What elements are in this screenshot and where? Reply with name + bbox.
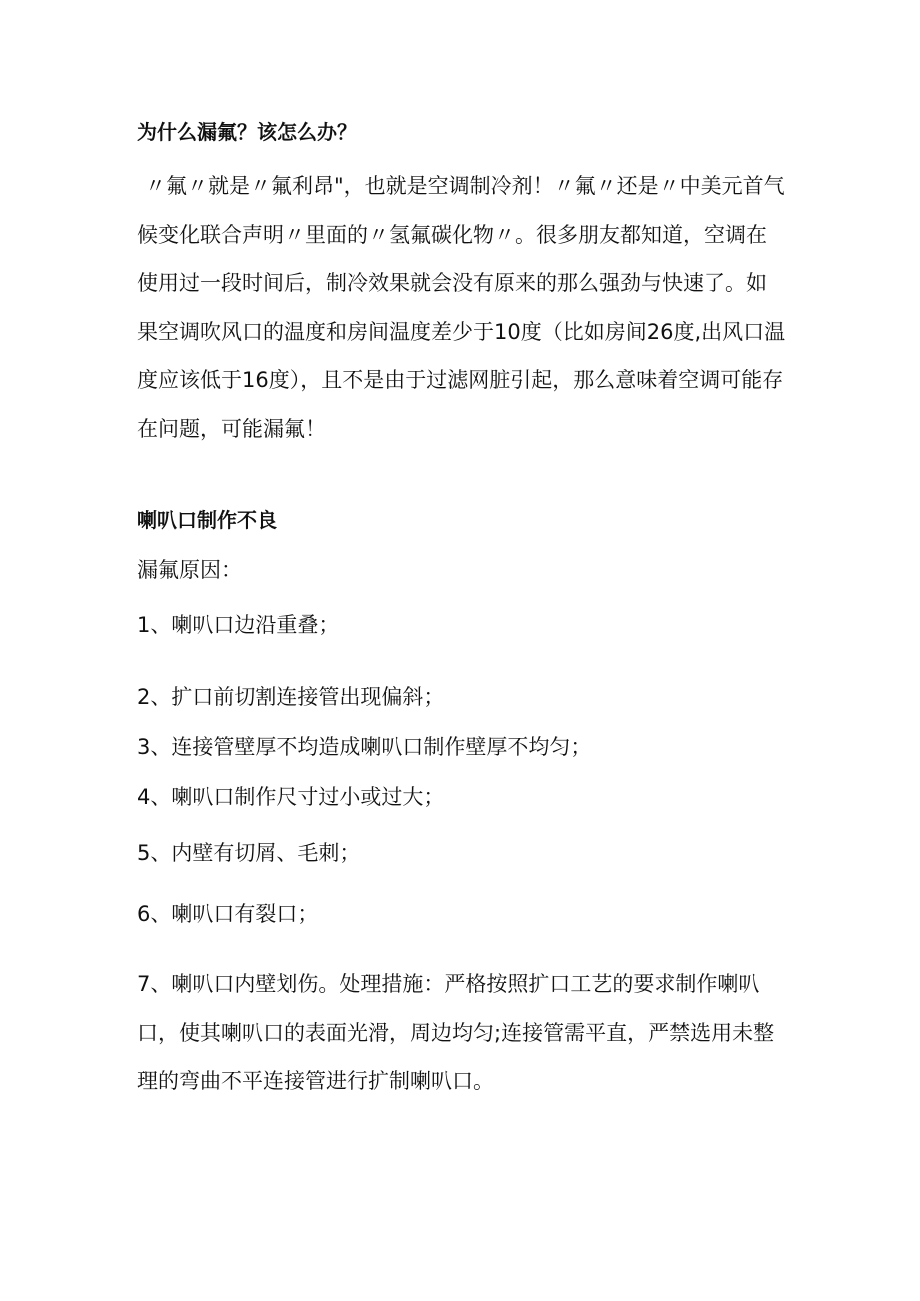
list-item: 6、喇叭口有裂口；	[137, 902, 319, 926]
list-item: 5、内壁有切屑、毛刺；	[137, 841, 361, 865]
intro-paragraph: 〃氟〃就是〃氟利昂"，也就是空调制冷剂！〃氟〃还是〃中美元首气候变化联合声明〃里面的〃氢氟碳化物〃。很多朋友都知道，空调在使用过一段时间后，制冷效果就会没有原来的那么强劲与快速了。如果空调吹风口的温度和房间温度差少于10度（比如房间26度,出风口温度应该低于16度），且不是由于过滤网脏引起，那么意味着空调可能存在问题，可能漏氟！	[137, 174, 786, 441]
list-item: 7、喇叭口内壁划伤。处理措施：严格按照扩口工艺的要求制作喇叭口，使其喇叭口的表面光滑，周边均匀;连接管需平直，严禁选用未整理的弯曲不平连接管进行扩制喇叭口。	[137, 972, 775, 1093]
list-item: 3、连接管壁厚不均造成喇叭口制作壁厚不均匀；	[137, 735, 592, 759]
list-item: 1、喇叭口边沿重叠；	[137, 613, 340, 637]
section-heading-leak-why: 为什么漏氟？该怎么办？	[137, 120, 357, 144]
list-item: 4、喇叭口制作尺寸过小或过大；	[137, 785, 445, 809]
section-heading-flare-defect: 喇叭口制作不良	[137, 508, 277, 532]
list-item: 2、扩口前切割连接管出现偏斜；	[137, 685, 445, 709]
cause-label: 漏氟原因：	[137, 558, 242, 582]
